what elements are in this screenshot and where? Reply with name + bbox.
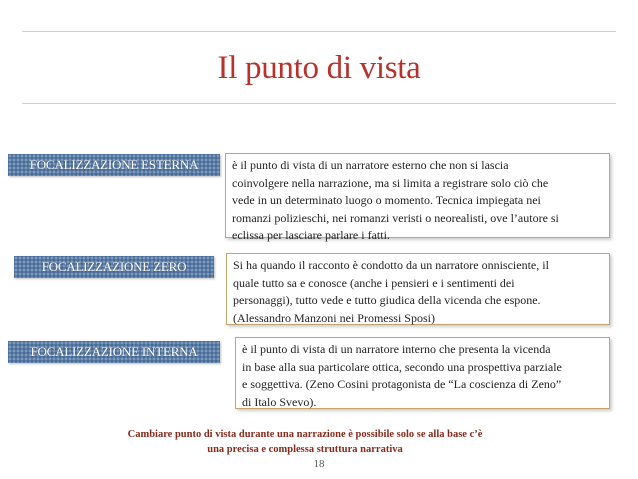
description-line: è il punto di vista di un narratore esterno che non si lascia [232,158,509,172]
description-line: romanzi polizieschi, nei romanzi veristi o neorealisti, ove l’autore si [232,210,559,225]
title-divider [22,103,616,104]
slide-title: Il punto di vista [217,50,421,86]
footer-note-line: Cambiare punto di vista durante una narrazione è possibile solo se alla base c’è [127,429,483,440]
description-focalizzazione-esterna [225,153,610,242]
description-line: Si ha quando il racconto è condotto da un narratore onnisciente, il [233,258,549,272]
description-line: in base alla sua particolare ottica, secondo una prospettiva parziale [242,359,562,374]
top-divider [22,31,616,32]
description-focalizzazione-interna [235,337,610,409]
footer-note-line: una precisa e complessa struttura narrativa [207,444,403,455]
label-focalizzazione-esterna: FOCALIZZAZIONE ESTERNA [8,154,220,176]
description-line: (Alessandro Manzoni nei Promessi Sposi) [233,310,435,325]
description-line: coinvolgere nella narrazione, ma si limita a registrare solo ciò che [232,175,549,190]
description-focalizzazione-zero [226,253,610,325]
page-number: 18 [313,458,325,470]
description-line: di Italo Svevo). [242,394,317,409]
footer-note [0,427,610,457]
description-line: vede in un determinato luogo o momento. Tecnica impiegata nei [232,193,541,207]
label-focalizzazione-zero: FOCALIZZAZIONE ZERO [14,256,214,278]
label-focalizzazione-interna: FOCALIZZAZIONE INTERNA [8,341,220,363]
description-line: quale tutto sa e conosce (anche i pensieri e i sentimenti dei [233,275,515,290]
description-line: eclissa per lasciare parlare i fatti. [232,228,390,242]
description-line: personaggi), tutto vede e tutto giudica della vicenda che espone. [233,293,541,307]
description-line: è il punto di vista di un narratore interno che presenta la vicenda [242,342,551,356]
description-line: e soggettiva. (Zeno Cosini protagonista de “La coscienza di Zeno” [242,377,562,391]
